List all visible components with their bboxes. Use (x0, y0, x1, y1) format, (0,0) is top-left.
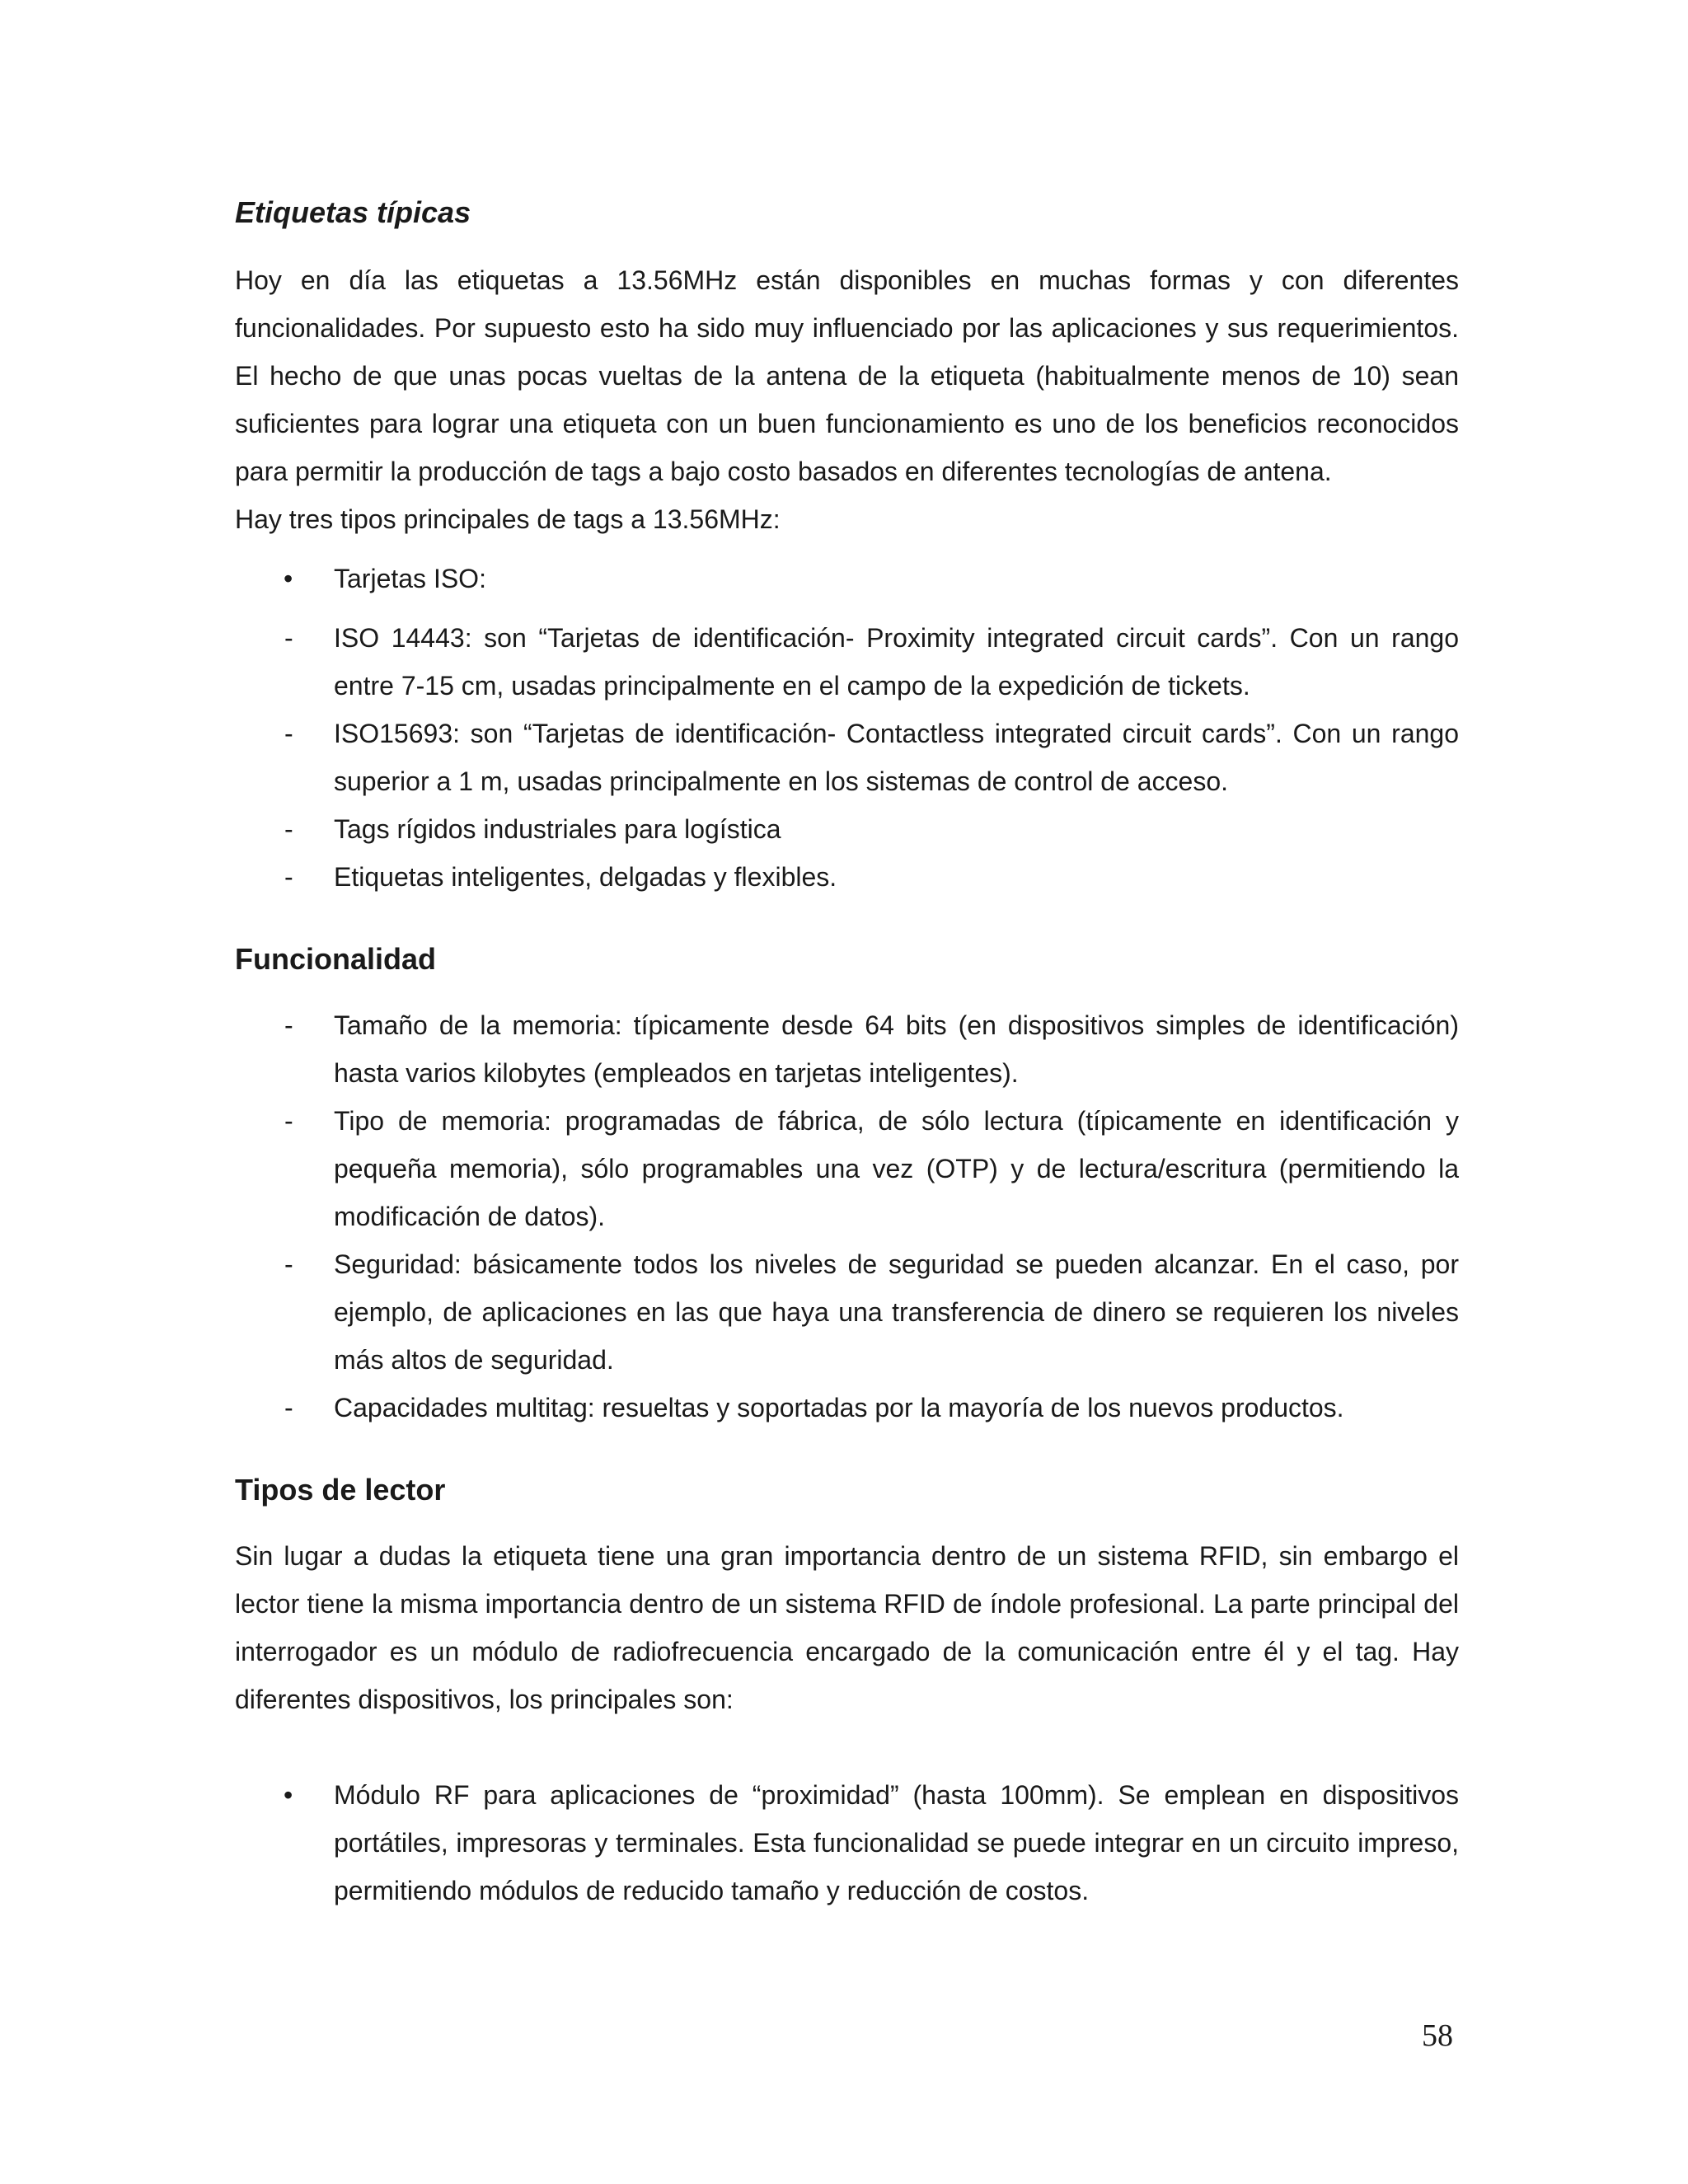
dash-marker: - (284, 719, 293, 748)
list-item-text: Tamaño de la memoria: típicamente desde 64 bits (en dispositivos simples de identificación) hasta varios kilobytes (empleados en tarjetas inteligentes). (334, 1010, 1459, 1088)
dash-marker: - (284, 814, 293, 844)
list-item (235, 555, 1459, 602)
dash-marker: - (284, 1010, 293, 1040)
dash-marker: - (284, 1249, 293, 1279)
paragraph-tipos-tags: Hay tres tipos principales de tags a 13.56MHz: (235, 504, 781, 534)
list-item-text: Seguridad: básicamente todos los niveles de seguridad se pueden alcanzar. En el caso, por ejemplo, de aplicaciones en las que haya una transferencia de dinero se requieren los niveles más altos de seguridad. (334, 1249, 1459, 1375)
list-item (235, 1097, 1459, 1240)
list-item-text: Tipo de memoria: programadas de fábrica, de sólo lectura (típicamente en identificación y pequeña memoria), sólo programables una vez (OTP) y de lectura/escritura (permitiendo la modificación de datos). (334, 1106, 1459, 1231)
dash-marker: - (284, 623, 293, 653)
list-item-text: Etiquetas inteligentes, delgadas y flexibles. (334, 862, 837, 892)
list-item (235, 710, 1459, 805)
bullet-list-tarjetas (235, 555, 1459, 602)
dash-marker: - (284, 1106, 293, 1136)
list-item-text: Tarjetas ISO: (334, 564, 486, 593)
bullet-marker: • (284, 564, 293, 593)
dash-marker: - (284, 862, 293, 892)
bullet-marker: • (284, 1780, 293, 1810)
list-item-text: ISO15693: son “Tarjetas de identificación- Contactless integrated circuit cards”. Con un rango superior a 1 m, usadas principalmente en los sistemas de control de acceso. (334, 719, 1459, 796)
list-item (235, 1771, 1459, 1915)
list-item (235, 1001, 1459, 1097)
bullet-list-lector (235, 1771, 1459, 1915)
list-item (235, 1240, 1459, 1384)
list-item (235, 614, 1459, 710)
list-item-text: Módulo RF para aplicaciones de “proximidad” (hasta 100mm). Se emplean en dispositivos portátiles, impresoras y terminales. Esta funcionalidad se puede integrar en un circuito impreso, permitiendo módulos de reducido tamaño y reducción de costos. (334, 1780, 1459, 1905)
paragraph-lector: Sin lugar a dudas la etiqueta tiene una gran importancia dentro de un sistema RFID, sin embargo el lector tiene la misma importancia dentro de un sistema RFID de índole profesional. La parte principal del interrogador es un módulo de radiofrecuencia encargado de la comunicación entre él y el tag. Hay diferentes dispositivos, los principales son: (235, 1541, 1459, 1714)
dash-marker: - (284, 1393, 293, 1422)
paragraph-etiquetas-intro: Hoy en día las etiquetas a 13.56MHz están disponibles en muchas formas y con diferentes funcionalidades. Por supuesto esto ha sido muy influenciado por las aplicaciones y sus requerimientos. El hecho de que unas pocas vueltas de la antena de la etiqueta (habitualmente menos de 10) sean suficientes para lograr una etiqueta con un buen funcionamiento es uno de los beneficios reconocidos para permitir la producción de tags a bajo costo basados en diferentes tecnologías de antena. (235, 265, 1459, 486)
page-number: 58 (1422, 2018, 1453, 2053)
section-title-lector: Tipos de lector (235, 1473, 446, 1507)
dash-list-etiquetas (235, 614, 1459, 901)
dash-list-funcionalidad (235, 1001, 1459, 1432)
list-item-text: ISO 14443: son “Tarjetas de identificación- Proximity integrated circuit cards”. Con un rango entre 7-15 cm, usadas principalmente en el campo de la expedición de tickets. (334, 623, 1459, 701)
section-title-funcionalidad: Funcionalidad (235, 942, 437, 976)
list-item (235, 1384, 1459, 1432)
document-page (235, 185, 1459, 1915)
list-item (235, 853, 1459, 901)
section-title-etiquetas: Etiquetas típicas (235, 195, 471, 229)
list-item-text: Capacidades multitag: resueltas y soportadas por la mayoría de los nuevos productos. (334, 1393, 1344, 1422)
list-item (235, 805, 1459, 853)
list-item-text: Tags rígidos industriales para logística (334, 814, 781, 844)
